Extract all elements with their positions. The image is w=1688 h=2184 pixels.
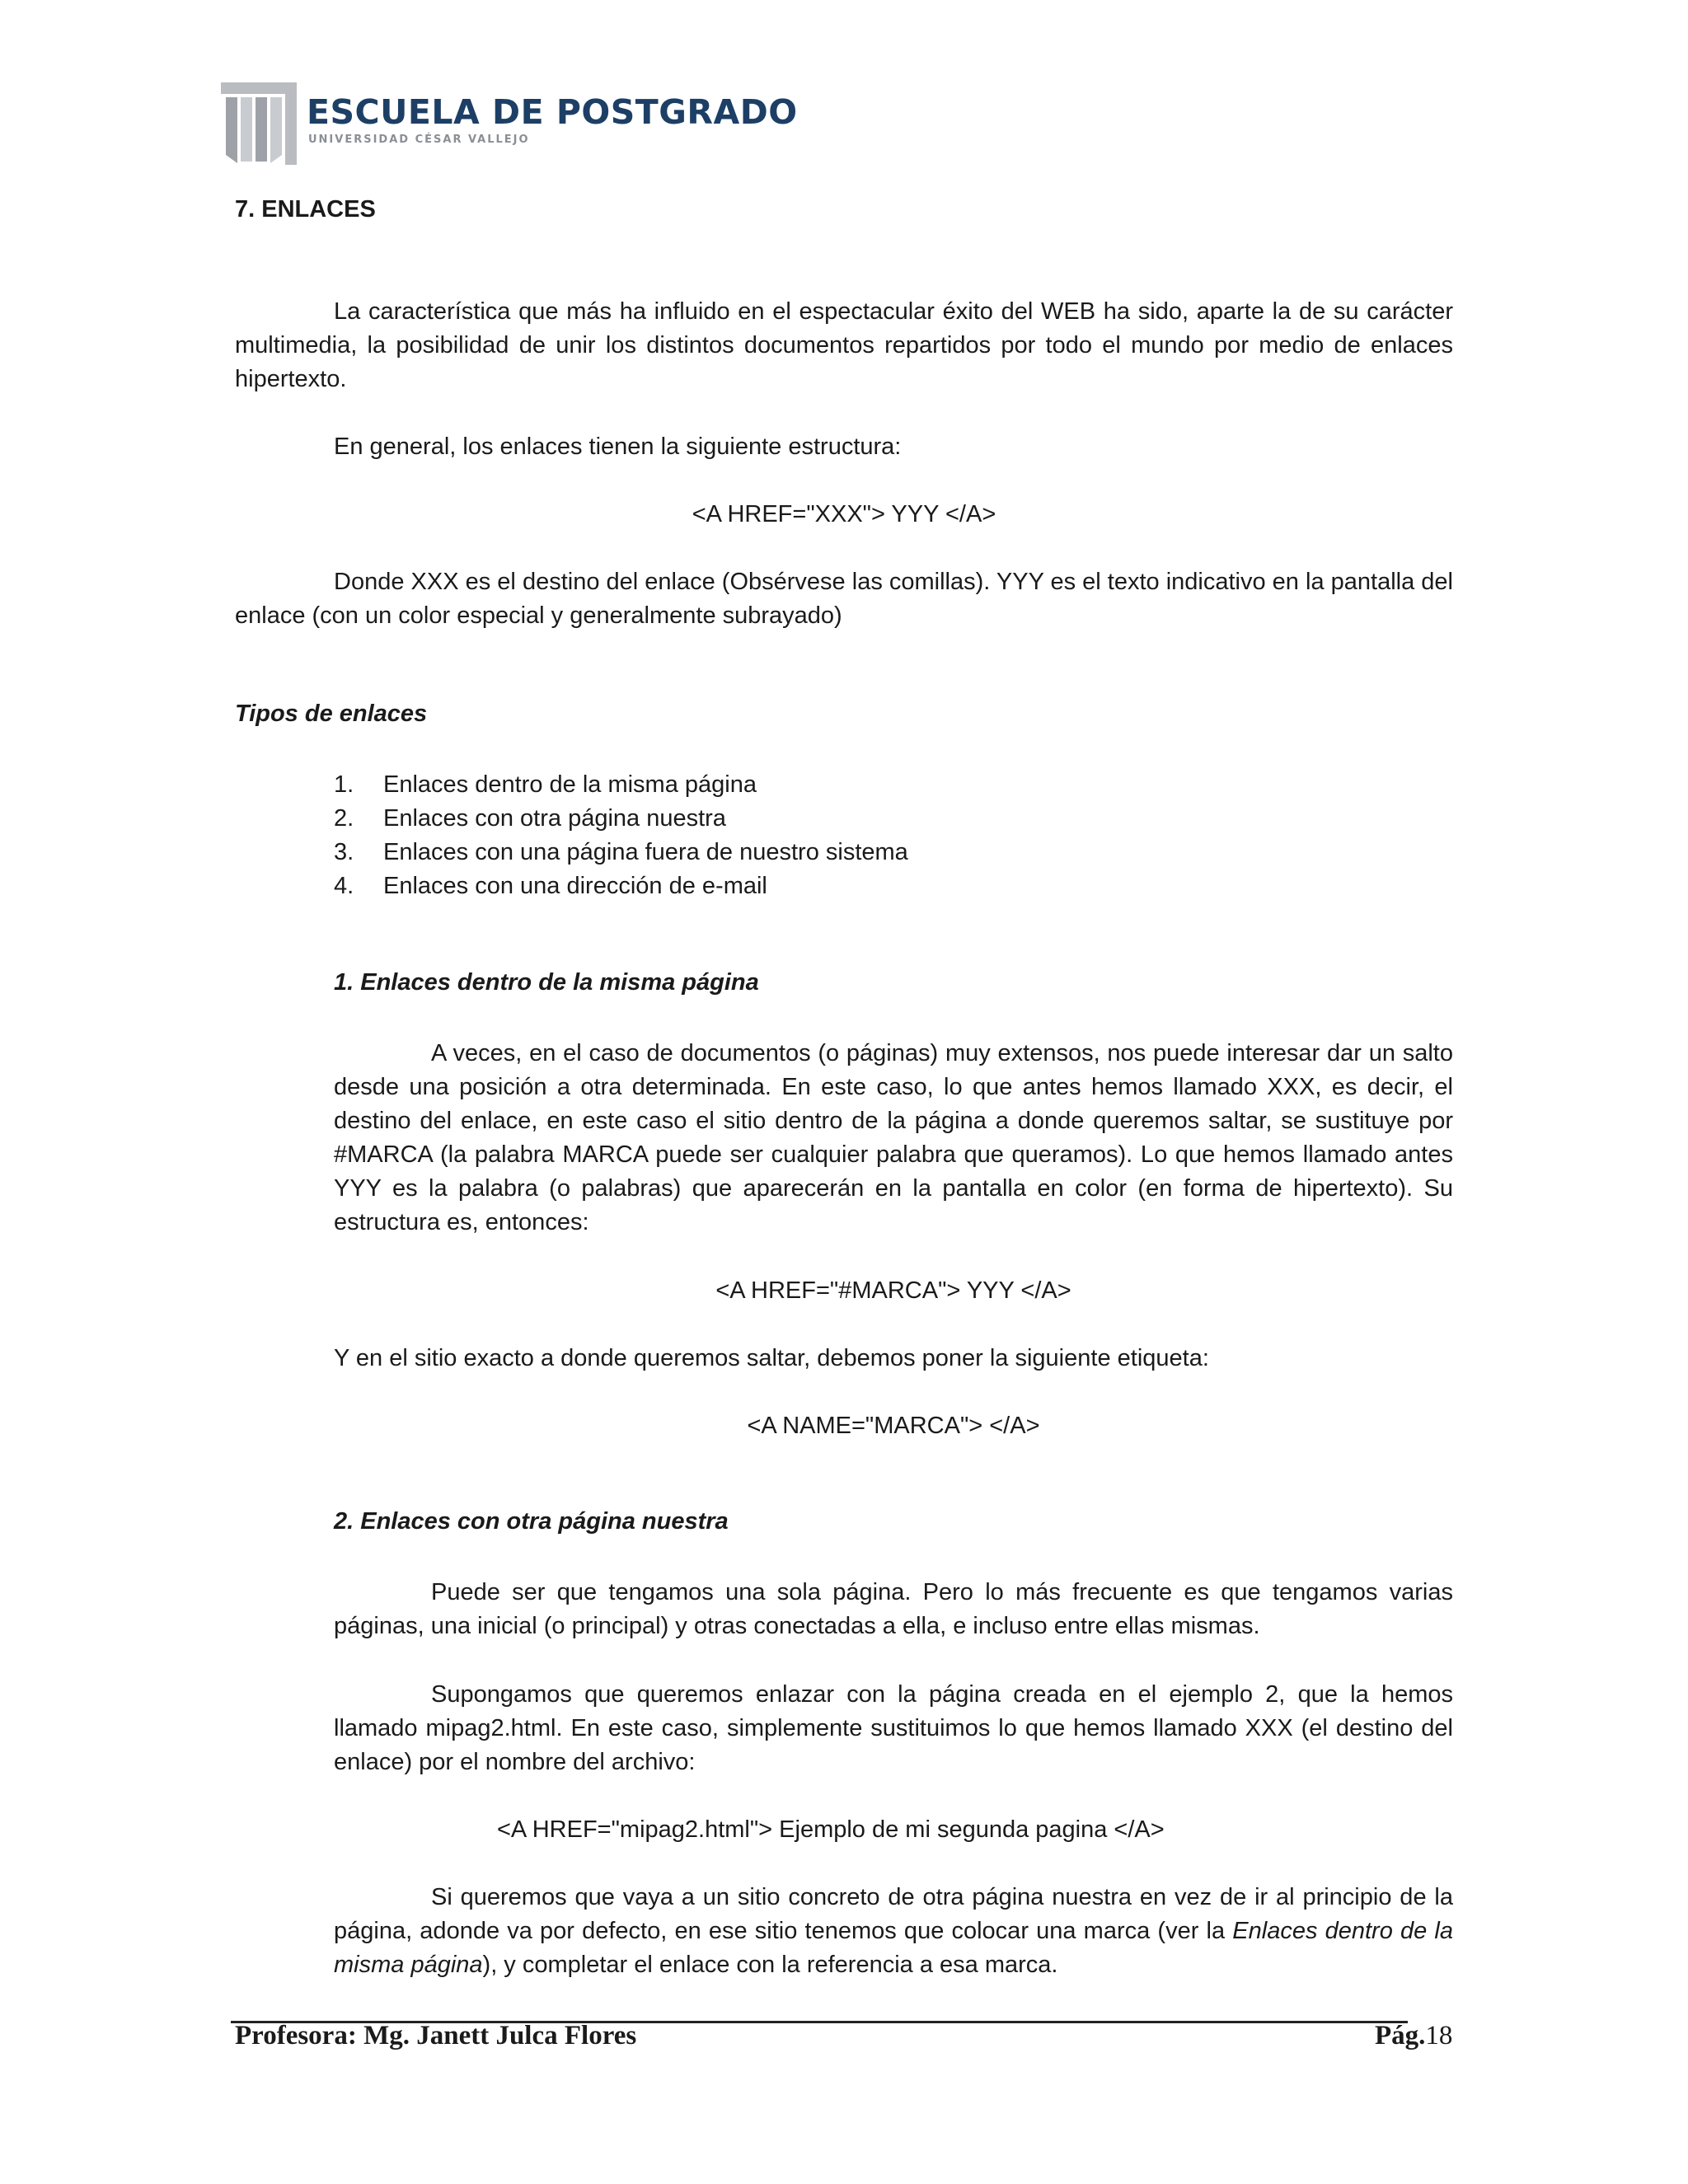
footer-page-label: Pág. [1375,2021,1426,2050]
list-item [334,768,908,802]
types-heading: Tipos de enlaces [235,701,428,727]
section-2-code-example: <A HREF="mipag2.html"> Ejemplo de mi segunda pagina </A> [497,1816,1165,1843]
section-1-code-href: <A HREF="#MARCA"> YYY </A> [715,1277,1071,1304]
section-1-heading: 1. Enlaces dentro de la misma página [334,969,759,996]
footer-page-value: 18 [1425,2021,1453,2050]
section-2-heading: 2. Enlaces con otra página nuestra [334,1508,729,1535]
university-emblem-icon [221,82,297,165]
header-logo [221,82,798,165]
section-2-paragraph-2: Supongamos que queremos enlazar con la página creada en el ejemplo 2, que la hemos llamado mipag2.html. En este caso, simplemente sustituimos lo que hemos llamado XXX (el destino del enlace) por el nombre del archivo: [334,1681,1453,1775]
list-item-number: 4. [334,873,354,899]
list-item-label: Enlaces con una página fuera de nuestro sistema [383,839,908,865]
section-2-paragraph-3 [334,1881,1453,1982]
list-item [334,836,908,869]
list-item [334,869,908,903]
list-item-number: 3. [334,839,354,865]
intro-paragraph-1: La característica que más ha influido en el espectacular éxito del WEB ha sido, aparte la de su carácter multimedia, la posibilidad de unir los distintos documentos repartidos por todo el mundo por medio de enlaces hipertexto. [235,298,1453,392]
list-item-number: 1. [334,771,354,798]
logo-subtitle: UNIVERSIDAD CÉSAR VALLEJO [308,134,530,146]
section-1-paragraph-1: A veces, en el caso de documentos (o páginas) muy extensos, nos puede interesar dar un salto desde una posición a otra determinada. En este caso, lo que antes hemos llamado XXX, es decir, el destino del enlace, en este caso el sitio dentro de la página a donde queremos saltar, se sustituye por #MARCA (la palabra MARCA puede ser cualquier palabra que queramos). Lo que hemos llamado antes YYY es la palabra (o palabras) que aparecerán en la pantalla en color (en forma de hipertexto). Su estructura es, entonces: [334,1040,1453,1235]
list-item [334,802,908,836]
list-item-label: Enlaces dentro de la misma página [383,771,757,798]
footer-page-number [1375,2021,1452,2051]
types-list [334,768,908,903]
section-1-code-name: <A NAME="MARCA"> </A> [747,1413,1040,1439]
intro-paragraph-2: En general, los enlaces tienen la siguiente estructura: [334,434,902,460]
section-2-paragraph-3-end: ), y completar el enlace con la referencia a esa marca. [482,1952,1058,1978]
section-2-paragraph-1: Puede ser que tengamos una sola página. Pero lo más frecuente es que tengamos varias páginas, una inicial (o principal) y otras conectadas a ella, e incluso entre ellas mismas. [334,1579,1453,1639]
list-item-label: Enlaces con otra página nuestra [383,805,726,832]
section-title: 7. ENLACES [235,196,376,223]
section-1-paragraph-2: Y en el sitio exacto a donde queremos saltar, debemos poner la siguiente etiqueta: [334,1345,1209,1371]
intro-paragraph-3: Donde XXX es el destino del enlace (Obsérvese las comillas). YYY es el texto indicativo en la pantalla del enlace (con un color especial y generalmente subrayado) [235,569,1453,629]
footer-author: Profesora: Mg. Janett Julca Flores [235,2021,637,2050]
list-item-number: 2. [334,805,354,832]
section-2-paragraph-3-start: Si queremos que vaya a un sitio concreto de otra página nuestra en vez de ir al principio de la página, adonde va por defecto, en ese sitio tenemos que colocar una marca (ver la [334,1884,1453,1944]
intro-code-example: <A HREF="XXX"> YYY </A> [692,501,996,527]
list-item-label: Enlaces con una dirección de e-mail [383,873,767,899]
logo-title: ESCUELA DE POSTGRADO [307,92,798,132]
section-2-paragraph-3-reference: Enlaces dentro de la misma página [334,1918,1454,1978]
